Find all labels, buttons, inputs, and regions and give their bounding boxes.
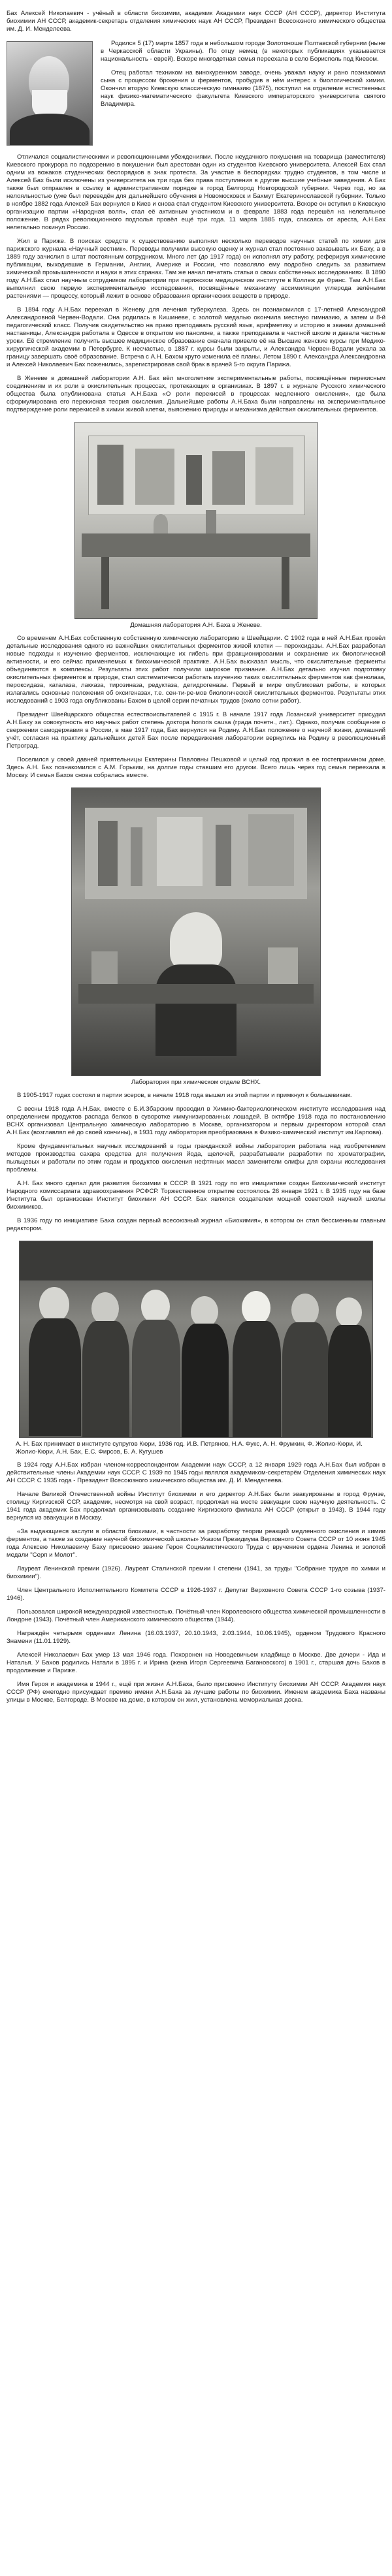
article-lead: Бах Алексей Николаевич - учёный в области биохимии, академик Академии наук СССР (АН СССР), директор Института биохимии АН СССР, академик-секретарь отделения химических наук АН СССР, Президент Всесоюзного химического общества им. Д. И. Менделеева.	[7, 9, 385, 33]
paragraph: Алексей Николаевич Бах умер 13 мая 1946 года. Похоронен на Новодевичьем кладбище в Москве. Две дочери - Ида и Наталья. У Бахов родились Натали в 1895 г. и Ирина (жена Игоря Сергеевича Багановского) в 1901 г., старшая дочь Бахов в продолжение и Париже.	[7, 1651, 385, 1674]
paragraph: Со временем А.Н.Бах собственную собственную химическую лабораторию в Швейцарии. С 1902 года в ней А.Н.Бах провёл детальные исследования одного из важнейших окислительных ферментов живой клетки — пероксидазы. А.Н.Бах разработал новые подходы к изучению ферментов, исключающие их гибель при фракционировании и сохранение их биологической активности, и его сейчас применяемых к биохимической практике. А.Н.Бах высказал мысль, что окислительные ферменты объединяются в комплексы. Результаты этих работ получили широкое признание. А.Н.Бах детально изучил подготовку окислительных ферментов в природе, стал систематически работать изучению таких окислительных ферментов как фенолаза, пероксидаза, каталаза, лакказа, тирозиназа, редуктаза, дегидрогеназы. Первый в мире опубликовал работы, в которых излагались основные положения об оксигеназах, т.е. сен-ти-ре-мов биологической окислительных ферментов. Результаты этих исследований с 1903 года опубликованы Бахом в целой серии печатных трудов (около сотни работ).	[7, 634, 385, 705]
paragraph: В 1924 году А.Н.Бах избран членом-корреспондентом Академии наук СССР, а 12 января 1929 года А.Н.Бах был избран в действительные члены Академии наук СССР. С 1939 по 1945 годы являлся академиком-секретарём Отделения химических наук АН СССР. С 1935 года - Президент Всесоюзного химического общества им. Д. И. Менделеева.	[7, 1461, 385, 1484]
paragraph: Член Центрального Исполнительного Комитета СССР в 1926-1937 г. Депутат Верховного Совета СССР 1-го созыва (1937-1946).	[7, 1586, 385, 1602]
home-lab-photo	[74, 422, 318, 619]
paragraph: Родился 5 (17) марта 1857 года в небольшом городе Золотоноше Полтавской губернии (ныне в Черкасской области Украины). По отцу немец (в некоторых публикациях указывается национальность - еврей). Вскоре многодетная семья переехала в село Борисполь под Киевом.	[101, 39, 385, 63]
paragraph: Лауреат Ленинской премии (1926). Лауреат Сталинской премии I степени (1941, за труды "Собрание трудов по химии и биохимии").	[7, 1565, 385, 1580]
figure-caption: Лаборатория при химическом отделе ВСНХ.	[131, 1078, 261, 1086]
paragraph: В 1936 году по инициативе Баха создан первый всесоюзный журнал «Биохимия», в котором он стал бессменным главным редактором.	[7, 1216, 385, 1232]
paragraph: Награждён четырьмя орденами Ленина (16.03.1937, 20.10.1943, 2.03.1944, 10.06.1945), орденом Трудового Красного Знамени (11.01.1929).	[7, 1629, 385, 1645]
paragraph: Кроме фундаментальных научных исследований в годы гражданской войны лаборатории работала над изобретением методов производства сахара средства для получения йода, щелочей, разрабатывали разработки по хроматографии, пыльцевых и работали по этим годам и продуктов окисления нефтяных масел заменители олифы для охраны исследования проблемы.	[7, 1142, 385, 1173]
paragraph: Имя Героя и академика в 1944 г., ещё при жизни А.Н.Баха, было присвоено Институту биохимии АН СССР. Академия наук СССР (РФ) ежегодно присуждает премию имени А.Н.Баха за лучшие работы по биохимии. Именем академика Баха названы улицы в Москве, Белгороде. В Москве на доме, в котором он жил, установлена мемориальная доска.	[7, 1680, 385, 1704]
paragraph: А.Н. Бах много сделал для развития биохимии в СССР. В 1921 году по его инициативе создан Биохимический институт Народного комиссариата здравоохранения РСФСР. Торжественное открытие состоялось 26 января 1921 г. В 1935 году на базе Института был организован Институт биохимии АН СССР. Бах являлся создателем мощной советской научной школы биохимиков.	[7, 1179, 385, 1211]
curie-visit-photo	[19, 1241, 373, 1438]
paragraph: Пользовался широкой международной известностью. Почётный член Королевского общества химической промышленности в Лондоне (1943). Почётный член Американского химического общества (1944).	[7, 1608, 385, 1623]
portrait-photo	[7, 41, 93, 146]
figure-caption: А. Н. Бах принимает в институте супругов Кюри, 1936 год. И.В. Петрянов, Н.А. Фукс, А. Н. Фрумкин, Ф. Жолио-Кюри, И. Жолио-Кюри, А.Н. Бах, Е.С. Фирсов, Б. А. Кугушев	[16, 1440, 363, 1455]
paragraph: Президент Швейцарского общества естествоиспытателей с 1915 г. В начале 1917 года Лозанский университет присудил А.Н.Баху за совокупность его научных работ степень доктора honoris causa (градa почетн., лат.). Однако, получив сообщение о свержении самодержавия в России, в мае 1917 года, Бах вернулся на Родину. А.Н.Бах положение о научной жизни, домашний учёт, согласия на практику дальнейших детей Бах после передвижения лаборатории вернулись на Родину в революционный Петроград.	[7, 710, 385, 750]
paragraph: Отличался социалистическими и революционными убеждениями. После неудачного покушения на товарища (заместителя) Киевского прокурора по подозрению в покушении был арестован один из студентов Киевского университета. Алексей Бах стал одним из вожаков студенческих беспорядков в знак протеста. За участие в беспорядках трудно студентов, в том числе и Алексей Бах были исключены из университета на три года без права поступления в другие высшие учебные заведения. А Бах также был отправлен в ссылку в административном порядке в город Белгород Новгородской губернии. Через год, но за нелояльностью (уже был переведён для дальнейшего обучения в Новомосковск и Бахмут Екатеринославской губернии. Только в ноябре 1882 года Алексей Бах вернулся в Киев и снова стал студентом Киевского университета. Вскоре он вступил в Киевскую организацию партии «Народная воля», стал её активным участником и в феврале 1883 года перешёл на нелегальное положение. В рядах революционного подполья провёл ещё три года. 11 марта 1885 года, спасаясь от ареста, А.Н.Бах нелегально покинул Россию.	[7, 153, 385, 231]
paragraph: Жил в Париже. В поисках средств к существованию выполнял несколько переводов научных статей по химии для парижского журнала «Научный вестник». Переводы получили высокую оценку и журнал стал постоянно заказывать их Баху, а в 1889 году зачислил в штат постоянным сотрудником. Много лет (до 1917 года) он исполнял эту работу, реферируя химические публикации, выходившие в Германии, Англии, Америке и России, что позволяло ему подробно следить за развитием химической промышленности и науки в этих странах. Там же начал печатать статьи о своих собственных исследованиях. В 1890 году А.Н.Бах стал научным сотрудником лаборатории при парижском медицинском институте в Коллеж де Франс. Там А.Н.Бах выполнил свою первую экспериментальную исследования, посвящённые механизму ассимиляции углерода зелёными растениями — процессу, который лежит в основе образования органических веществ в природе.	[7, 237, 385, 300]
paragraph: Отец работал техником на винокуренном заводе, очень уважал науку и рано познакомил сына с процессом брожения и ферментов, пробудив в нём интерес к биологической химии. Окончил вторую Киевскую классическую гимназию (1875), поступил на отделение естественных наук физико-математического факультета Киевского императорского университета святого Владимира.	[101, 69, 385, 108]
paragraph: С весны 1918 года А.Н.Бах, вместе с Б.И.Збарским проводил в Химико-бактериологическом институте исследования над определением продуктов распада белков в суворотке иммунизированных лошадей. В октябре 1918 года по постановлению ВСНХ организовал Центральную химическую лабораторию в Москве, организатором и первым директором которой стал А.Н.Бах (возглавлял её до своей кончины), в 1931 году лаборатория преобразована в Физико-химический институт им.Карпова).	[7, 1105, 385, 1136]
paragraph: В Женеве в домашней лаборатории А.Н. Бах вёл многолетние экспериментальные работы, посвящённые перекисным соединениям и их роли в окислительных процессах, протекающих в организмах. В 1897 г. в журнале Русского химического общества была опубликована статья А.Н.Баха «О роли перекисей в процессах медленного окисления», где была сформулирована его перекисная теория окисления. Дальнейшие работы А.Н.Баха были направлены на экспериментальное подтверждение роли перекисей в химии живой клетки, выяснению природы и механизма действия окислительных ферментов.	[7, 374, 385, 413]
paragraph: В 1894 году А.Н.Бах переехал в Женеву для лечения туберкулеза. Здесь он познакомился с 17-летней Александрой Александровной Червен-Водали. Она родилась в Кишиневе, с золотой медалью окончила местную гимназию, а затем и 8-й педагогический класс. Получив свидетельство на право преподавать русский язык, арифметику и историю в звании домашней наставницы, Александра работала в Одессе в открытом ею пансионе, а также преподавала в частной школе и давала частные уроки. Её стремление получить высшее медицинское образование сначала привело её на Высшие женские курсы при Медико-хирургической академии в Петербурге. К несчастью, в 1887 г. курсы были закрыты, и Александра Червен-Водали уехала за границу завершать своё образование. Встреча с А.Н. Бахом круто изменила её планы. Летом 1890 г. Александра Александровна и Алексей Николаевич Бах поженились, зарегистрировав свой брак в врачей 5-го округа Парижа.	[7, 306, 385, 368]
article-page	[7, 0, 385, 2573]
figure-curie-visit	[7, 1241, 385, 1456]
paragraph: Начале Великой Отечественной войны Институт биохимии и его директор А.Н.Бах были эвакуированы в город Фрунзе, столицу Киргизской ССР, академик, несмотря на свой возраст, продолжал на месте эвакуации свою научную деятельность. С 1941 года академик Бах продолжал организовывать создание Киргизского филиала АН СССР (открыт в 1943). В 1944 году вернулся из эвакуации в Москву.	[7, 1490, 385, 1521]
paragraph: Поселился у своей давней приятельницы Екатерины Павловны Пешковой и целый год прожил в ее гостеприимном доме. Здесь А.Н. Бах познакомился с А.М. Горьким, на долгие годы ставшим его другом. Всего лишь через год семья переехала в Москву. И семья Бахов снова собралась вместе.	[7, 755, 385, 779]
figure-caption: Домашняя лаборатория А.Н. Баха в Женеве.	[130, 621, 262, 629]
intro-block	[7, 3, 385, 148]
paragraph: «За выдающиеся заслуги в области биохимии, в частности за разработку теории реакций медленного окисления и химии ферментов, а также за создание научной биохимической школы» Указом Президиума Верховного Совета СССР от 10 июня 1945 года Алексею Николаевичу Баху присвоено звание Героя Социалистического Труда с вручением ордена Ленина и золотой медали "Серп и Молот".	[7, 1527, 385, 1559]
vsnh-lab-photo	[71, 787, 321, 1076]
figure-vsnh-lab	[7, 787, 385, 1087]
figure-home-lab	[7, 422, 385, 629]
paragraph: В 1905-1917 годах состоял в партии эсеров, в начале 1918 года вышел из этой партии и примкнул к большевикам.	[17, 1091, 352, 1099]
